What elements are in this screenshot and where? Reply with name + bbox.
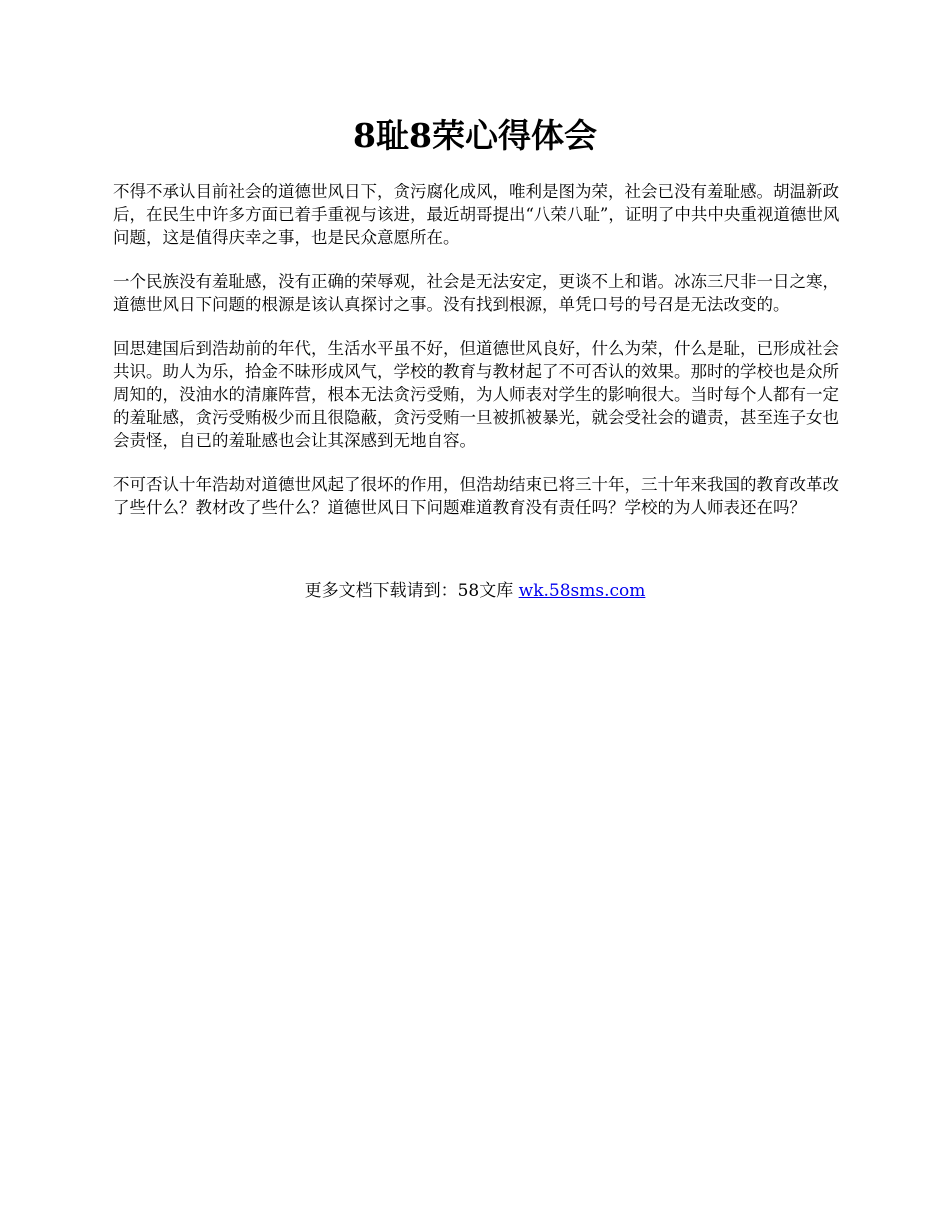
download-site-link[interactable]: wk.58sms.com [518,581,646,601]
paragraph-2: 一个民族没有羞耻感，没有正确的荣辱观，社会是无法安定，更谈不上和谐。冰冻三尺非一日之寒，道德世风日下问题的根源是该认真探讨之事。没有找到根源，单凭口号的号召是无法改变的。 [113,272,839,314]
paragraph-1: 不得不承认目前社会的道德世风日下，贪污腐化成风，唯利是图为荣，社会已没有羞耻感。胡温新政后，在民生中许多方面已着手重视与该进，最近胡哥提出“八荣八耻”，证明了中共中央重视道德世风问题，这是值得庆幸之事，也是民众意愿所在。 [113,182,840,247]
paragraph-4: 不可否认十年浩劫对道德世风起了很坏的作用，但浩劫结束已将三十年，三十年来我国的教育改革改了些什么？教材改了些什么？道德世风日下问题难道教育没有责任吗？学校的为人师表还在吗？ [113,475,839,517]
document-title: 8耻8荣心得体会 [353,116,597,155]
footer-prefix: 更多文档下载请到：58文库 [304,581,519,601]
document-body [113,180,853,540]
paragraph-3: 回思建国后到浩劫前的年代，生活水平虽不好，但道德世风良好，什么为荣，什么是耻，已形成社会共识。助人为乐，拾金不昧形成风气，学校的教育与教材起了不可否认的效果。那时的学校也是众所周知的，没油水的清廉阵营，根本无法贪污受贿，为人师表对学生的影响很大。当时每个人都有一定的羞耻感，贪污受贿极少而且很隐蔽，贪污受贿一旦被抓被暴光，就会受社会的谴责，甚至连子女也会责怪，自已的羞耻感也会让其深感到无地自容。 [113,339,839,450]
download-footer [0,579,950,603]
